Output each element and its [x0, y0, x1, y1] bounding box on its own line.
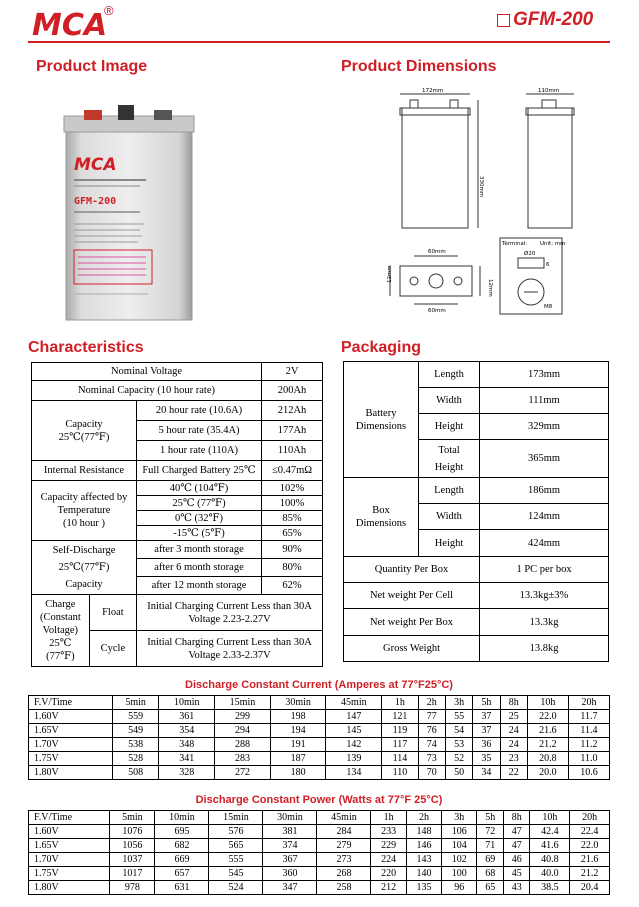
- column-header: 5min: [112, 696, 159, 710]
- final-voltage-cell: 1.80V: [29, 881, 110, 895]
- packaging-row-value: 329mm: [480, 414, 609, 440]
- self-discharge-line2: 25℃(77℉): [58, 562, 110, 573]
- temperature-label-line3: (10 hour ): [63, 518, 105, 529]
- table-cell: 140: [406, 867, 441, 881]
- table-cell: 21.6: [570, 853, 610, 867]
- temperature-label-line2: Temperature: [57, 505, 111, 516]
- final-voltage-cell: 1.70V: [29, 738, 113, 752]
- table-row: [344, 609, 609, 636]
- temperature-value: 85%: [262, 511, 323, 526]
- internal-resistance-value: ≤0.47mΩ: [262, 461, 323, 481]
- cycle-line1: Initial Charging Current Less than 30A: [147, 636, 312, 648]
- column-header: 5h: [473, 696, 500, 710]
- table-cell: 45: [503, 867, 530, 881]
- table-cell: 24: [500, 738, 527, 752]
- table-cell: 46: [503, 853, 530, 867]
- table-row: [32, 363, 323, 381]
- bottom-dim-label: 60mm: [428, 308, 446, 314]
- table-cell: 1076: [110, 825, 155, 839]
- table-cell: 299: [215, 710, 271, 724]
- table-cell: 669: [155, 853, 209, 867]
- model-title: [497, 9, 593, 31]
- column-header: 1h: [371, 811, 406, 825]
- column-header: F.V/Time: [29, 811, 110, 825]
- bolt-label: M8: [544, 304, 553, 310]
- table-cell: 11.0: [568, 752, 609, 766]
- temperature-cond: -15℃ (5℉): [137, 526, 262, 541]
- logo-text: MCA: [32, 8, 108, 41]
- total-height-label: [419, 440, 480, 478]
- vent-cap: [118, 105, 134, 120]
- self-discharge-value: 80%: [262, 559, 323, 577]
- temperature-label-line1: Capacity affected by: [40, 492, 128, 503]
- packaging-row-value: 424mm: [480, 530, 609, 557]
- left-dim-label: 12mm: [387, 265, 393, 283]
- column-header: 1h: [382, 696, 418, 710]
- table-cell: 42.4: [530, 825, 570, 839]
- table-cell: 576: [209, 825, 263, 839]
- table-cell: 121: [382, 710, 418, 724]
- table-row: [344, 557, 609, 583]
- terminal-dia-label: Ø20: [524, 251, 536, 257]
- table-cell: 1037: [110, 853, 155, 867]
- packaging-row-label: Height: [419, 530, 480, 557]
- table-cell: 524: [209, 881, 263, 895]
- column-header: 3h: [442, 811, 477, 825]
- box-dim-line1: Box: [372, 505, 390, 516]
- characteristics-heading: Characteristics: [28, 339, 144, 356]
- table-cell: 198: [270, 710, 326, 724]
- self-discharge-line1: Self-Discharge: [52, 545, 116, 556]
- packaging-row-label: Height: [419, 414, 480, 440]
- final-voltage-cell: 1.60V: [29, 710, 113, 724]
- capacity-cond: 20 hour rate (10.6A): [137, 401, 262, 421]
- temperature-value: 65%: [262, 526, 323, 541]
- table-cell: 272: [215, 766, 271, 780]
- packaging-row-label: Quantity Per Box: [344, 557, 480, 583]
- table-cell: 36: [473, 738, 500, 752]
- table-cell: 11.2: [568, 738, 609, 752]
- self-discharge-value: 62%: [262, 577, 323, 595]
- table-header-row: [29, 696, 610, 710]
- packaging-row-value: 173mm: [480, 362, 609, 388]
- float-line2: Voltage 2.23-2.27V: [188, 613, 271, 625]
- table-cell: 10.6: [568, 766, 609, 780]
- column-header: 10h: [527, 696, 568, 710]
- table-row: [29, 853, 610, 867]
- self-discharge-label: [32, 541, 137, 595]
- table-row: [344, 583, 609, 609]
- terminal-height-label: 6: [546, 262, 550, 268]
- model-name: GFM-200: [513, 9, 594, 30]
- float-line1: Initial Charging Current Less than 30A: [147, 600, 312, 612]
- packaging-row-label: Length: [419, 478, 480, 504]
- packaging-row-value: 1 PC per box: [480, 557, 609, 583]
- table-cell: 52: [445, 752, 472, 766]
- table-cell: 565: [209, 839, 263, 853]
- table-cell: 549: [112, 724, 159, 738]
- total-height-line1: Total: [438, 444, 460, 456]
- column-header: 45min: [326, 696, 382, 710]
- column-header: F.V/Time: [29, 696, 113, 710]
- column-header: 5min: [110, 811, 155, 825]
- capacity-value: 212Ah: [262, 401, 323, 421]
- table-cell: 20.0: [527, 766, 568, 780]
- table-cell: 54: [445, 724, 472, 738]
- column-header: 15min: [215, 696, 271, 710]
- battery-photo: [60, 100, 200, 325]
- capacity-cond: 5 hour rate (35.4A): [137, 421, 262, 441]
- temperature-label: [32, 481, 137, 541]
- column-header: 2h: [406, 811, 441, 825]
- checkbox-square-icon: [497, 14, 510, 27]
- battery-dim-line2: Dimensions: [355, 420, 407, 432]
- internal-resistance-label: Internal Resistance: [32, 461, 137, 481]
- table-cell: 22.4: [570, 825, 610, 839]
- characteristics-table: [31, 362, 323, 667]
- table-cell: 73: [418, 752, 445, 766]
- table-cell: 104: [442, 839, 477, 853]
- table-cell: 22.0: [570, 839, 610, 853]
- table-cell: 21.2: [570, 867, 610, 881]
- column-header: 8h: [500, 696, 527, 710]
- column-header: 10min: [155, 811, 209, 825]
- packaging-row-value: 111mm: [480, 388, 609, 414]
- final-voltage-cell: 1.65V: [29, 724, 113, 738]
- column-header: 20h: [568, 696, 609, 710]
- table-row: [29, 724, 610, 738]
- table-cell: 328: [159, 766, 215, 780]
- capacity-value: 110Ah: [262, 441, 323, 461]
- table-cell: 11.7: [568, 710, 609, 724]
- final-voltage-cell: 1.65V: [29, 839, 110, 853]
- temperature-cond: 0℃ (32℉): [137, 511, 262, 526]
- battery-dimensions-label: [344, 362, 419, 478]
- temperature-cond: 25℃ (77℉): [137, 496, 262, 511]
- column-header: 8h: [503, 811, 530, 825]
- table-cell: 147: [326, 710, 382, 724]
- table-cell: 34: [473, 766, 500, 780]
- table-cell: 134: [326, 766, 382, 780]
- final-voltage-cell: 1.75V: [29, 752, 113, 766]
- table-cell: 55: [445, 710, 472, 724]
- table-cell: 68: [477, 867, 504, 881]
- table-cell: 77: [418, 710, 445, 724]
- self-discharge-cond: after 6 month storage: [137, 559, 262, 577]
- table-cell: 347: [263, 881, 317, 895]
- table-cell: 38.5: [530, 881, 570, 895]
- table-cell: 47: [503, 839, 530, 853]
- column-header: 30min: [263, 811, 317, 825]
- capacity-cond: 1 hour rate (110A): [137, 441, 262, 461]
- center-dim-label: 60mm: [428, 249, 446, 255]
- table-cell: 284: [317, 825, 371, 839]
- table-cell: 20.8: [527, 752, 568, 766]
- terminal-black: [154, 110, 172, 120]
- packaging-row-label: Width: [419, 388, 480, 414]
- table-row: [32, 401, 323, 421]
- packaging-row-label: Width: [419, 504, 480, 530]
- terminal-red: [84, 110, 102, 120]
- table-cell: 229: [371, 839, 406, 853]
- table-cell: 114: [382, 752, 418, 766]
- table-cell: 102: [442, 853, 477, 867]
- table-row: [32, 595, 323, 631]
- table-row: [32, 461, 323, 481]
- table-cell: 119: [382, 724, 418, 738]
- table-row: [32, 541, 323, 559]
- packaging-row-value: 13.8kg: [480, 636, 609, 662]
- packaging-row-label: Gross Weight: [344, 636, 480, 662]
- box-dimensions-label: [344, 478, 419, 557]
- packaging-row-value: 124mm: [480, 504, 609, 530]
- nominal-capacity-label: Nominal Capacity (10 hour rate): [32, 381, 262, 401]
- table-cell: 53: [445, 738, 472, 752]
- table-cell: 43: [503, 881, 530, 895]
- charge-label-line1: Charge: [45, 599, 76, 610]
- nominal-capacity-value: 200Ah: [262, 381, 323, 401]
- table-cell: 76: [418, 724, 445, 738]
- table-cell: 35: [473, 752, 500, 766]
- product-image-heading: Product Image: [36, 58, 148, 75]
- table-cell: 367: [263, 853, 317, 867]
- discharge-current-table: [28, 695, 610, 780]
- packaging-row-label: Length: [419, 362, 480, 388]
- table-row: [29, 825, 610, 839]
- self-discharge-cond: after 12 month storage: [137, 577, 262, 595]
- table-cell: 70: [418, 766, 445, 780]
- self-discharge-value: 90%: [262, 541, 323, 559]
- table-row: [29, 710, 610, 724]
- table-cell: 354: [159, 724, 215, 738]
- table-cell: 72: [477, 825, 504, 839]
- table-cell: 348: [159, 738, 215, 752]
- charge-label: [32, 595, 90, 667]
- packaging-table: [343, 361, 609, 662]
- table-cell: 288: [215, 738, 271, 752]
- table-row: [32, 381, 323, 401]
- table-cell: 268: [317, 867, 371, 881]
- table-cell: 11.4: [568, 724, 609, 738]
- capacity-value: 177Ah: [262, 421, 323, 441]
- box-dim-line2: Dimensions: [355, 518, 407, 529]
- table-cell: 978: [110, 881, 155, 895]
- cycle-label: Cycle: [89, 631, 136, 667]
- column-header: 45min: [317, 811, 371, 825]
- unit-label: Unit: mm: [540, 241, 566, 247]
- battery-brand: MCA: [74, 155, 117, 175]
- table-cell: 361: [159, 710, 215, 724]
- column-header: 15min: [209, 811, 263, 825]
- column-header: 30min: [270, 696, 326, 710]
- table-cell: 233: [371, 825, 406, 839]
- table-cell: 25: [500, 710, 527, 724]
- table-cell: 279: [317, 839, 371, 853]
- charge-label-line5: (77℉): [46, 651, 75, 662]
- table-cell: 545: [209, 867, 263, 881]
- table-cell: 69: [477, 853, 504, 867]
- packaging-heading: Packaging: [341, 339, 422, 356]
- total-height-line2: Height: [434, 461, 464, 473]
- table-cell: 143: [406, 853, 441, 867]
- cycle-line2: Voltage 2.33-2.37V: [188, 649, 271, 661]
- packaging-row-value: 13.3kg±3%: [480, 583, 609, 609]
- battery-dim-line1: Battery: [365, 407, 397, 419]
- temperature-value: 100%: [262, 496, 323, 511]
- final-voltage-cell: 1.80V: [29, 766, 113, 780]
- table-cell: 22: [500, 766, 527, 780]
- table-cell: 559: [112, 710, 159, 724]
- nominal-voltage-label: Nominal Voltage: [32, 363, 262, 381]
- final-voltage-cell: 1.60V: [29, 825, 110, 839]
- table-cell: 22.0: [527, 710, 568, 724]
- table-cell: 106: [442, 825, 477, 839]
- table-cell: 294: [215, 724, 271, 738]
- table-cell: 224: [371, 853, 406, 867]
- table-row: [29, 867, 610, 881]
- table-cell: 71: [477, 839, 504, 853]
- table-cell: 50: [445, 766, 472, 780]
- table-cell: 37: [473, 724, 500, 738]
- table-cell: 1056: [110, 839, 155, 853]
- table-cell: 142: [326, 738, 382, 752]
- table-cell: 21.6: [527, 724, 568, 738]
- table-header-row: [29, 811, 610, 825]
- product-dimensions-heading: Product Dimensions: [341, 58, 497, 75]
- battery-model-label: GFM-200: [74, 196, 117, 207]
- discharge-current-title: Discharge Constant Current (Amperes at 77°F25°C): [185, 679, 453, 691]
- total-height-value: 365mm: [480, 440, 609, 478]
- nominal-voltage-value: 2V: [262, 363, 323, 381]
- packaging-row-label: Net weight Per Box: [344, 609, 480, 636]
- column-header: 10h: [530, 811, 570, 825]
- table-cell: 374: [263, 839, 317, 853]
- table-row: [32, 481, 323, 496]
- table-cell: 100: [442, 867, 477, 881]
- table-cell: 273: [317, 853, 371, 867]
- packaging-row-value: 13.3kg: [480, 609, 609, 636]
- table-row: [344, 478, 609, 504]
- table-cell: 258: [317, 881, 371, 895]
- table-cell: 23: [500, 752, 527, 766]
- table-cell: 110: [382, 766, 418, 780]
- table-cell: 37: [473, 710, 500, 724]
- table-cell: 682: [155, 839, 209, 853]
- table-cell: 220: [371, 867, 406, 881]
- charge-label-line3: Voltage): [42, 625, 79, 636]
- table-cell: 191: [270, 738, 326, 752]
- table-cell: 139: [326, 752, 382, 766]
- table-cell: 538: [112, 738, 159, 752]
- table-cell: 555: [209, 853, 263, 867]
- table-cell: 187: [270, 752, 326, 766]
- table-cell: 148: [406, 825, 441, 839]
- float-label: Float: [89, 595, 136, 631]
- internal-resistance-cond: Full Charged Battery 25℃: [137, 461, 262, 481]
- height-dim-label: 330mm: [478, 176, 484, 198]
- table-cell: 1017: [110, 867, 155, 881]
- table-cell: 21.2: [527, 738, 568, 752]
- discharge-power-table: [28, 810, 610, 895]
- table-row: [29, 738, 610, 752]
- table-cell: 631: [155, 881, 209, 895]
- depth-dim-label: 110mm: [538, 88, 560, 94]
- registered-mark: ®: [104, 3, 114, 18]
- cycle-desc: [137, 631, 323, 667]
- table-cell: 96: [442, 881, 477, 895]
- table-cell: 24: [500, 724, 527, 738]
- header-rule: [28, 41, 610, 43]
- table-cell: 695: [155, 825, 209, 839]
- table-row: [29, 839, 610, 853]
- table-cell: 146: [406, 839, 441, 853]
- table-row: [344, 362, 609, 388]
- float-desc: [137, 595, 323, 631]
- table-cell: 41.6: [530, 839, 570, 853]
- column-header: 3h: [445, 696, 472, 710]
- final-voltage-cell: 1.75V: [29, 867, 110, 881]
- table-cell: 180: [270, 766, 326, 780]
- column-header: 5h: [477, 811, 504, 825]
- capacity-label-line1: Capacity: [65, 418, 103, 430]
- packaging-row-value: 186mm: [480, 478, 609, 504]
- table-cell: 360: [263, 867, 317, 881]
- table-cell: 40.0: [530, 867, 570, 881]
- column-header: 10min: [159, 696, 215, 710]
- table-cell: 40.8: [530, 853, 570, 867]
- table-row: [29, 752, 610, 766]
- table-row: [344, 636, 609, 662]
- dimension-drawing: [380, 86, 630, 321]
- column-header: 20h: [570, 811, 610, 825]
- table-cell: 65: [477, 881, 504, 895]
- terminal-title: Terminal:: [502, 241, 528, 247]
- table-cell: 47: [503, 825, 530, 839]
- table-cell: 341: [159, 752, 215, 766]
- table-cell: 283: [215, 752, 271, 766]
- packaging-row-label: Net weight Per Cell: [344, 583, 480, 609]
- table-cell: 508: [112, 766, 159, 780]
- capacity-label: [32, 401, 137, 461]
- table-row: [29, 766, 610, 780]
- table-row: [29, 881, 610, 895]
- column-header: 2h: [418, 696, 445, 710]
- table-cell: 657: [155, 867, 209, 881]
- table-cell: 117: [382, 738, 418, 752]
- table-cell: 212: [371, 881, 406, 895]
- table-cell: 74: [418, 738, 445, 752]
- capacity-label-line2: 25℃(77℉): [58, 431, 110, 443]
- charge-label-line2: (Constant: [39, 612, 81, 623]
- table-cell: 20.4: [570, 881, 610, 895]
- self-discharge-cond: after 3 month storage: [137, 541, 262, 559]
- table-cell: 381: [263, 825, 317, 839]
- self-discharge-line3: Capacity: [65, 579, 103, 590]
- temperature-cond: 40℃ (104℉): [137, 481, 262, 496]
- temperature-value: 102%: [262, 481, 323, 496]
- charge-label-line4: 25℃: [49, 638, 72, 649]
- table-cell: 145: [326, 724, 382, 738]
- table-cell: 194: [270, 724, 326, 738]
- table-cell: 135: [406, 881, 441, 895]
- discharge-power-title: Discharge Constant Power (Watts at 77°F 25°C): [195, 794, 443, 806]
- final-voltage-cell: 1.70V: [29, 853, 110, 867]
- width-dim-label: 172mm: [422, 88, 444, 94]
- table-cell: 528: [112, 752, 159, 766]
- right-dim-label: 12mm: [487, 279, 493, 297]
